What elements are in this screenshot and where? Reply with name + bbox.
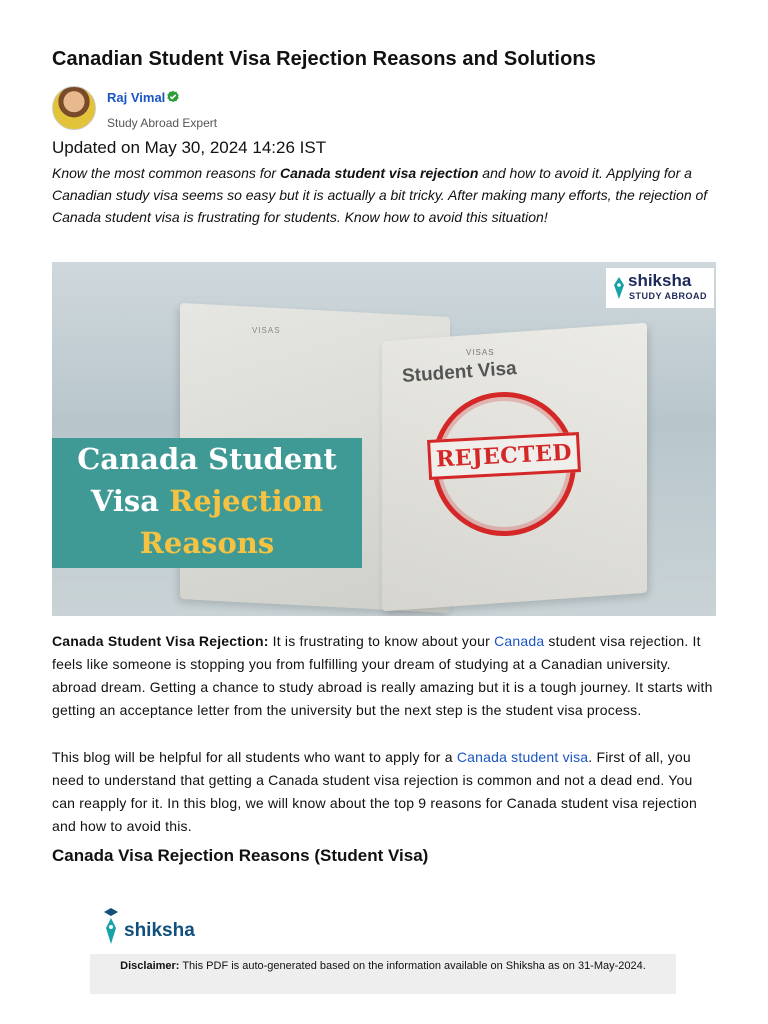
intro-prefix: Know the most common reasons for	[52, 165, 280, 181]
paragraph-2	[52, 746, 716, 838]
banner-line-2	[52, 484, 362, 518]
passport-visas-label-left: VISAS	[252, 326, 281, 335]
author-role: Study Abroad Expert	[107, 116, 218, 130]
disclaimer	[90, 954, 676, 994]
verified-badge-icon	[166, 90, 180, 104]
logo-box-name: shiksha	[628, 271, 692, 290]
disclaimer-label: Disclaimer:	[120, 960, 180, 972]
avatar[interactable]	[52, 86, 96, 130]
paragraph-2-part1: This blog will be helpful for all students who want to apply for a	[52, 749, 457, 765]
paragraph-2-part2: . First of all, you need to understand that getting a Canada student visa rejection is common and not a dead end. You can reapply for it. In this blog, we will know about the top 9 reasons for Canada student visa rejection and how to avoid this.	[52, 749, 697, 834]
hero-banner	[52, 438, 362, 568]
banner-line-1: Canada Student	[77, 442, 337, 476]
intro-bold: Canada student visa rejection	[280, 165, 479, 181]
banner-line-2-prefix: Visa	[90, 484, 170, 518]
banner-line-3: Reasons	[139, 526, 275, 560]
rejected-stamp-text: REJECTED	[427, 432, 581, 480]
canada-link[interactable]: Canada	[494, 633, 545, 649]
hero-image	[52, 262, 716, 616]
disclaimer-text: This PDF is auto-generated based on the information available on Shiksha as on 31-May-2024.	[179, 960, 646, 972]
banner-highlight: Rejection	[169, 484, 324, 518]
intro-text	[52, 162, 712, 228]
footer-logo-text: shiksha	[124, 920, 195, 941]
paragraph-1	[52, 630, 716, 722]
canada-student-visa-link[interactable]: Canada student visa	[456, 749, 589, 765]
passport-title: Student Visa	[401, 358, 518, 387]
paragraph-1-part2: student visa rejection. It feels like someone is stopping you from fulfilling your dream of studying at a Canadian university. abroad dream. Getting a chance to study abroad is really amazing but it is a tough journey. It starts with getting an acceptance letter from the university but the next step is the student visa process.	[52, 633, 713, 718]
shiksha-logo-icon	[100, 906, 122, 946]
author-name-link[interactable]	[107, 90, 180, 105]
paragraph-1-lead: Canada Student Visa Rejection:	[52, 633, 269, 649]
author-name[interactable]: Raj Vimal	[107, 90, 166, 105]
intro-suffix: and how to avoid it. Applying for a Canadian study visa seems so easy but it is actually a bit tricky. After making many efforts, the rejection of Canada student visa is frustrating for students. Know how to avoid this situation!	[52, 165, 708, 225]
shiksha-pen-icon	[612, 276, 626, 300]
logo-box-sub: STUDY ABROAD	[629, 291, 708, 301]
paragraph-1-part1: It is frustrating to know about your	[268, 633, 495, 649]
shiksha-study-abroad-logo	[606, 268, 714, 308]
updated-date: Updated on May 30, 2024 14:26 IST	[52, 138, 327, 157]
section-title: Canada Visa Rejection Reasons (Student Visa)	[52, 846, 429, 865]
page-title: Canadian Student Visa Rejection Reasons and Solutions	[52, 48, 596, 70]
passport-visas-label-right: VISAS	[466, 348, 495, 357]
